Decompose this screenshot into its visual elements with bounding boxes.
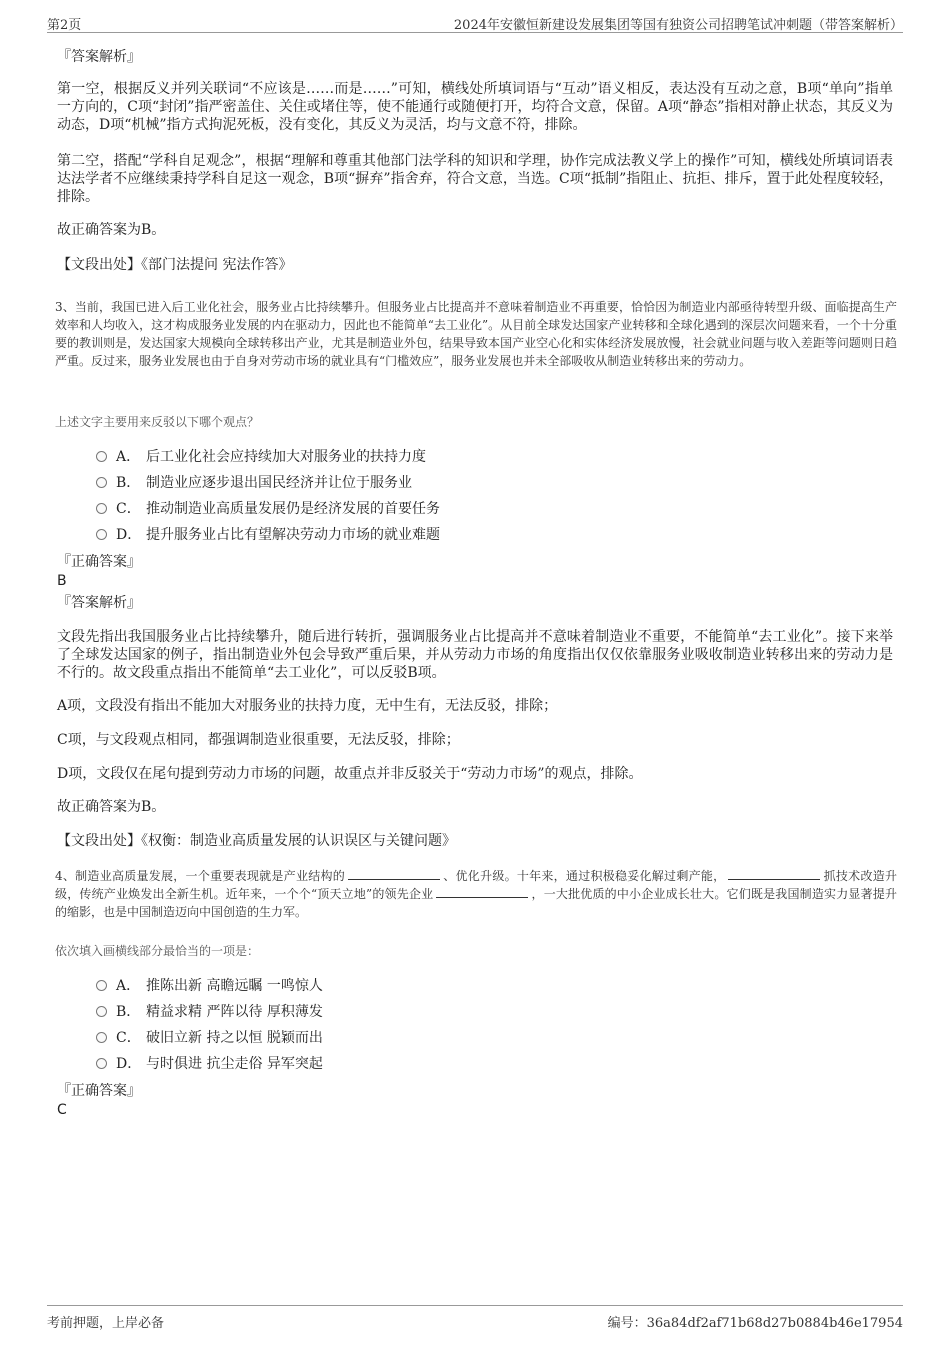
document-id: 编号：36a84df2af71b68d27b0884b46e17954	[607, 1316, 903, 1331]
q4-option-c[interactable]: C． 破旧立新 持之以恒 脱颖而出	[96, 1029, 323, 1047]
q2-source: 【文段出处】《部门法提问 宪法作答》	[57, 257, 293, 273]
fill-blank-2[interactable]	[728, 868, 820, 880]
page-footer	[47, 1305, 903, 1331]
q4-stem: 4、制造业高质量发展，一个重要表现就是产业结构的 、优化升级。十年来，通过积极稳妥化解过剩产能， 抓技术改造升级，传统产业焕发出全新生机。近年来，一个个“顶天立地”的领先企业 ，一大批优质的中小企业成长壮大。它们既是我国制造实力显著提升的缩影，也是中国制造迈向中国创造的生力军。	[55, 869, 897, 919]
radio-icon[interactable]	[96, 1006, 107, 1017]
page-header	[47, 12, 903, 33]
radio-icon[interactable]	[96, 1032, 107, 1043]
q4-option-b[interactable]: B． 精益求精 严阵以待 厚积薄发	[96, 1003, 323, 1021]
q2-analysis-p2: 第二空，搭配“学科自足观念”，根据“理解和尊重其他部门法学科的知识和学理，协作完成法教义学上的操作”可知，横线处所填词语表达法学者不应继续秉持学科自足这一观念，B项“摒弃”指舍弃，符合文意，当选。C项“抵制”指阻止、抗拒、排斥，置于此处程度较轻，排除。	[57, 153, 893, 205]
footer-slogan: 考前押题，上岸必备	[47, 1316, 165, 1331]
q3-answer-label: 『正确答案』	[57, 554, 141, 570]
page-number: 第2页	[47, 18, 82, 33]
q4-option-a[interactable]: A． 推陈出新 高瞻远瞩 一鸣惊人	[96, 977, 323, 995]
q2-analysis-label: 『答案解析』	[57, 49, 141, 65]
fill-blank-3[interactable]	[436, 886, 528, 898]
q3-conclusion: 故正确答案为B。	[57, 799, 166, 815]
q3-analysis-p3: C项，与文段观点相同，都强调制造业很重要，无法反驳，排除；	[57, 732, 460, 748]
radio-icon[interactable]	[96, 1058, 107, 1069]
q4-prompt: 依次填入画横线部分最恰当的一项是：	[55, 944, 260, 958]
q3-option-d[interactable]: D． 提升服务业占比有望解决劳动力市场的就业难题	[96, 526, 440, 544]
q2-analysis-p1: 第一空，根据反义并列关联词“不应该是……而是……”可知，横线处所填词语与“互动”语义相反，表达没有互动之意，B项“单向”指单一方向的，C项“封闭”指严密盖住、关住或堵住等，使不能通行或随便打开，均符合文意，保留。A项“静态”指相对静止状态，其反义为动态，D项“机械”指方式拘泥死板，没有变化，其反义为灵活，均与文意不符，排除。	[57, 81, 893, 133]
fill-blank-1[interactable]	[348, 868, 440, 880]
q3-stem: 3、当前，我国已进入后工业化社会，服务业占比持续攀升。但服务业占比提高并不意味着制造业不再重要，恰恰因为制造业内部亟待转型升级、面临提高生产效率和人均收入，这才构成服务业发展的内在驱动力，因此也不能简单“去工业化”。从目前全球发达国家产业转移和全球化遇到的深层次问题来看，一个十分重要的教训则是，发达国家大规模向全球转移出产业，尤其是制造业外包，结果导致本国产业空心化和实体经济发展放慢，社会就业问题与收入差距等问题则日趋严重。反过来，服务业发展也由于自身对劳动市场的就业具有“门槛效应”，服务业发展也并未全部吸收从制造业转移出来的劳动力。	[55, 300, 897, 368]
radio-icon[interactable]	[96, 477, 107, 488]
q3-answer: B	[57, 573, 67, 589]
radio-icon[interactable]	[96, 980, 107, 991]
q3-option-c[interactable]: C． 推动制造业高质量发展仍是经济发展的首要任务	[96, 500, 440, 518]
q3-analysis-label: 『答案解析』	[57, 595, 141, 611]
q4-option-d[interactable]: D． 与时俱进 抗尘走俗 异军突起	[96, 1055, 323, 1073]
q3-analysis-p4: D项，文段仅在尾句提到劳动力市场的问题，故重点并非反驳关于“劳动力市场”的观点，排除。	[57, 766, 643, 782]
q3-prompt: 上述文字主要用来反驳以下哪个观点？	[55, 415, 260, 429]
radio-icon[interactable]	[96, 451, 107, 462]
document-title: 2024年安徽恒新建设发展集团等国有独资公司招聘笔试冲刺题（带答案解析）	[453, 18, 903, 33]
q4-answer-label: 『正确答案』	[57, 1083, 141, 1099]
radio-icon[interactable]	[96, 503, 107, 514]
q3-option-b[interactable]: B． 制造业应逐步退出国民经济并让位于服务业	[96, 474, 412, 492]
q3-source: 【文段出处】《权衡：制造业高质量发展的认识误区与关键问题》	[57, 833, 456, 849]
q4-answer: C	[57, 1102, 67, 1118]
q3-analysis-p2: A项，文段没有指出不能加大对服务业的扶持力度，无中生有，无法反驳，排除；	[57, 698, 558, 714]
radio-icon[interactable]	[96, 529, 107, 540]
q3-option-a[interactable]: A． 后工业化社会应持续加大对服务业的扶持力度	[96, 448, 426, 466]
q3-analysis-p1: 文段先指出我国服务业占比持续攀升，随后进行转折，强调服务业占比提高并不意味着制造业不重要，不能简单“去工业化”。接下来举了全球发达国家的例子，指出制造业外包会导致严重后果，并从劳动力市场的角度指出仅仅依靠服务业吸收制造业转移出来的劳动力是不行的。故文段重点指出不能简单“去工业化”，可以反驳B项。	[57, 629, 893, 681]
q2-conclusion: 故正确答案为B。	[57, 222, 166, 238]
